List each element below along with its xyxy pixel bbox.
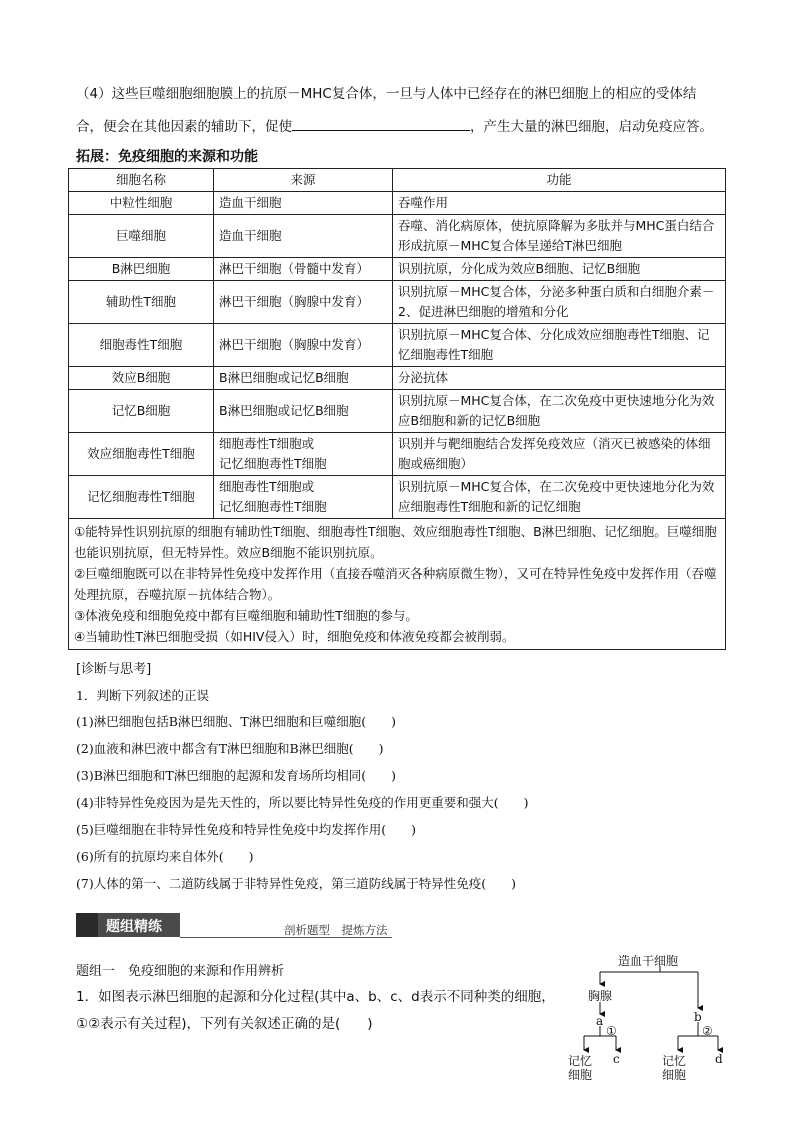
cell-source: 造血干细胞: [214, 192, 393, 215]
part4-line2-after: ，产生大量的淋巴细胞，启动免疫应答。: [470, 119, 713, 135]
diagram-b: b: [694, 1010, 702, 1024]
table-row: [69, 281, 726, 324]
cell-name: 记忆B细胞: [69, 390, 214, 433]
extension-title: 拓展：免疫细胞的来源和功能: [76, 149, 258, 165]
cell-function: 识别并与靶细胞结合发挥免疫效应（消灭已被感染的体细胞或癌细胞）: [393, 433, 726, 476]
part4-line2: [76, 111, 726, 144]
notes-row: [69, 519, 726, 650]
cell-name: 记忆细胞毒性T细胞: [69, 476, 214, 519]
diagram-memory-1: 记忆 细胞: [568, 1054, 593, 1082]
cell-source: 淋巴干细胞（骨髓中发育）: [214, 258, 393, 281]
group1-title: 题组一 免疫细胞的来源和作用辨析: [76, 964, 285, 979]
banner-label: 题组精练: [106, 919, 162, 935]
cell-function: 识别抗原－MHC复合体，在二次免疫中更快速地分化为效应细胞毒性T细胞和新的记忆细胞: [393, 476, 726, 519]
diagram-a: a: [596, 1014, 604, 1028]
table-header-row: [69, 169, 726, 192]
part4-line2-before: 合，便会在其他因素的辅助下，促使: [76, 119, 292, 135]
cell-source: 细胞毒性T细胞或 记忆细胞毒性T细胞: [214, 433, 393, 476]
diagram-c: c: [613, 1052, 620, 1066]
judgment-item: (1)淋巴细胞包括B淋巴细胞、T淋巴细胞和巨噬细胞( ): [76, 714, 396, 729]
cell-name: 效应B细胞: [69, 367, 214, 390]
cell-source: 细胞毒性T细胞或 记忆细胞毒性T细胞: [214, 476, 393, 519]
table-row: [69, 433, 726, 476]
cell-name: 辅助性T细胞: [69, 281, 214, 324]
diagnosis-title: [诊断与思考]: [76, 662, 152, 677]
cell-name: 效应细胞毒性T细胞: [69, 433, 214, 476]
question-1: 1．如图表示淋巴细胞的起源和分化过程(其中a、b、c、d表示不同种类的细胞，①②表示有关过程)，下列有关叙述正确的是( ): [76, 989, 555, 1032]
cell-function: 识别抗原－MHC复合体、分化成效应细胞毒性T细胞、记忆细胞毒性T细胞: [393, 324, 726, 367]
cell-function: 吞噬、消化病原体，使抗原降解为多肽并与MHC蛋白结合形成抗原－MHC复合体呈递给T淋巴细胞: [393, 215, 726, 258]
cell-source: B淋巴细胞或记忆B细胞: [214, 367, 393, 390]
diagram-d: d: [715, 1052, 723, 1066]
cell-name: 细胞毒性T细胞: [69, 324, 214, 367]
note-item: ②巨噬细胞既可以在非特异性免疫中发挥作用（直接吞噬消灭各种病原微生物），又可在特异性免疫中发挥作用（吞噬处理抗原，吞噬抗原－抗体结合物）。: [74, 566, 717, 602]
cell-name: 中粒性细胞: [69, 192, 214, 215]
note-item: ④当辅助性T淋巴细胞受损（如HIV侵入）时，细胞免疫和体液免疫都会被削弱。: [74, 629, 515, 644]
diagram-memory-2: 记忆 细胞: [662, 1054, 687, 1082]
cell-function: 识别抗原－MHC复合体，分泌多种蛋白质和白细胞介素－2、促进淋巴细胞的增殖和分化: [393, 281, 726, 324]
immune-cells-table: [68, 168, 726, 650]
diagram-process-1: ①: [606, 1024, 617, 1038]
cell-name: B淋巴细胞: [69, 258, 214, 281]
judgment-item: (2)血液和淋巴液中都含有T淋巴细胞和B淋巴细胞( ): [76, 741, 384, 756]
fill-blank[interactable]: [292, 116, 470, 131]
table-row: [69, 192, 726, 215]
diagram-root: 造血干细胞: [618, 954, 679, 968]
lymphocyte-origin-diagram: [560, 950, 730, 1090]
header-cell-source: 来源: [214, 169, 393, 192]
section-banner: [76, 913, 392, 939]
judgment-item: (4)非特异性免疫因为是先天性的，所以要比特异性免疫的作用更重要和强大( ): [76, 795, 529, 810]
table-row: [69, 390, 726, 433]
cell-source: 淋巴干细胞（胸腺中发育）: [214, 281, 393, 324]
banner-subtitle: 剖析题型 提炼方法: [284, 923, 388, 937]
table-row: [69, 215, 726, 258]
cell-function: 分泌抗体: [393, 367, 726, 390]
judgment-item: (7)人体的第一、二道防线属于非特异性免疫，第三道防线属于特异性免疫( ): [76, 876, 516, 891]
banner-box: [76, 913, 180, 937]
cell-function: 吞噬作用: [393, 192, 726, 215]
judgment-item: (5)巨噬细胞在非特异性免疫和特异性免疫中均发挥作用( ): [76, 822, 416, 837]
header-cell-name: 细胞名称: [69, 169, 214, 192]
note-item: ①能特异性识别抗原的细胞有辅助性T细胞、细胞毒性T细胞、效应细胞毒性T细胞、B淋巴细胞、记忆细胞。巨噬细胞也能识别抗原，但无特异性。效应B细胞不能识别抗原。: [74, 524, 717, 560]
table-row: [69, 258, 726, 281]
cell-source: 淋巴干细胞（胸腺中发育）: [214, 324, 393, 367]
part4-paragraph: [76, 78, 726, 144]
cell-source: 造血干细胞: [214, 215, 393, 258]
part4-line1: （4）这些巨噬细胞细胞膜上的抗原－MHC复合体，一旦与人体中已经存在的淋巴细胞上的相应的受体结: [76, 86, 697, 102]
cell-name: 巨噬细胞: [69, 215, 214, 258]
note-item: ③体液免疫和细胞免疫中都有巨噬细胞和辅助性T细胞的参与。: [74, 608, 418, 623]
diagnosis-question: 1．判断下列叙述的正误: [76, 688, 209, 703]
diagram-process-2: ②: [702, 1024, 713, 1038]
diagram-thymus: 胸腺: [588, 989, 613, 1003]
cell-function: 识别抗原，分化成为效应B细胞、记忆B细胞: [393, 258, 726, 281]
judgment-item: (6)所有的抗原均来自体外( ): [76, 849, 254, 864]
table-row: [69, 324, 726, 367]
judgment-item: (3)B淋巴细胞和T淋巴细胞的起源和发育场所均相同( ): [76, 768, 396, 783]
notes-cell: [69, 519, 726, 650]
banner-accent: [76, 913, 98, 937]
table-row: [69, 476, 726, 519]
cell-function: 识别抗原－MHC复合体，在二次免疫中更快速地分化为效应B细胞和新的记忆B细胞: [393, 390, 726, 433]
header-cell-function: 功能: [393, 169, 726, 192]
cell-source: B淋巴细胞或记忆B细胞: [214, 390, 393, 433]
table-row: [69, 367, 726, 390]
